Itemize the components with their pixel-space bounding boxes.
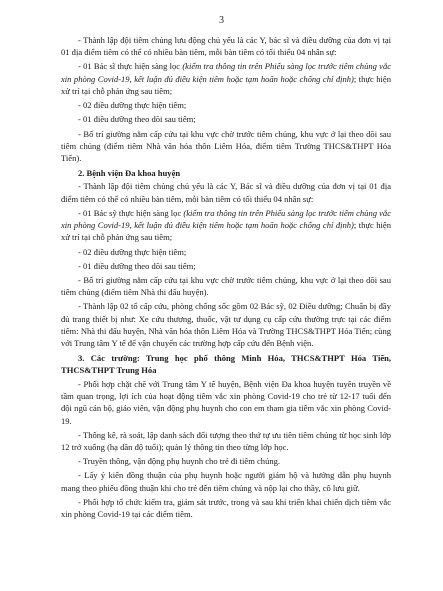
paragraph-italic-text: (kiểm tra thông tin trên Phiếu sàng lọc trước tiêm chủng vắc xin phòng Covid-19, kết luận đủ điều kiện tiêm hoặc tạm hoãn hoặc chống chỉ định) bbox=[61, 61, 392, 84]
paragraph-text: - 01 Bác sĩ thực hiện sàng lọc bbox=[78, 61, 183, 72]
paragraph: - Thành lập 02 tổ cấp cứu, phòng chống sốc gồm 02 Bác sỹ, 02 Điều dưỡng; Chuẩn bị đầy đủ trang thiết bị như: Xe cứu thương, thuốc, vật tư dụng cụ cấp cứu thường trực tại các điểm tiêm: Nhà thi đấu huyện, Nhà văn hóa thôn Liêm Hóa và Trường THCS&THPT Hóa Tiến; cùng với Trung tâm Y tế để vận chuyển các trường hợp cấp cứu đến Bệnh viện. bbox=[61, 301, 391, 349]
paragraph: - Phối hợp tổ chức kiểm tra, giám sát trước, trong và sau khi triển khai chiến dịch tiêm vắc xin phòng Covid-19 tại các điểm tiêm. bbox=[61, 496, 391, 520]
section-heading: 2. Bệnh viện Đa khoa huyện bbox=[78, 167, 181, 178]
paragraph: - Bố trí giường nằm cấp cứu tại khu vực chờ trước tiêm chủng, khu vực ở lại theo dõi sau tiêm chủng (điểm tiêm Nhà thi đấu huyện). bbox=[61, 274, 391, 298]
paragraph-text: ; thực hiện xử trí tại chỗ phản ứng sau tiêm; bbox=[61, 73, 392, 97]
paragraph: - Phối hợp chặt chẽ với Trung tâm Y tế huyện, Bệnh viện Đa khoa huyện tuyên truyền về tầm quan trọng, lợi ích của hoạt động tiêm vắc xin phòng Covid-19 cho trẻ từ 12-17 tuổi đến đội ngũ cán bộ, giáo viên, vận động phụ huynh cho con em tham gia tiêm vắc xin phòng Covid-19. bbox=[61, 378, 391, 426]
page-number: 3 bbox=[219, 15, 224, 26]
paragraph: - Thành lập đội tiêm chủng chủ yếu là các Y, Bác sĩ và điều dưỡng của đơn vị tại 01 địa điểm tiêm có thể có nhiều bàn tiêm, mỗi bàn tiêm có tối thiểu 04 nhân sự: bbox=[61, 181, 391, 204]
paragraph: - Thống kê, rà soát, lập danh sách đối tượng theo thứ tự ưu tiên tiêm chủng từ học sinh lớp 12 trở xuống (hạ dần độ tuổi); quản lý thông tin theo từng lớp học. bbox=[61, 429, 391, 453]
paragraph bbox=[61, 60, 391, 97]
paragraph bbox=[61, 207, 391, 244]
paragraph: - Lấy ý kiến đồng thuận của phụ huynh hoặc người giám hộ và hướng dẫn phụ huynh mang theo phiếu đồng thuận khi cho trẻ đến tiêm chủng và nộp lại cho thầy, cô lưu giữ. bbox=[61, 470, 391, 493]
section-heading: 3. Các trường: Trung học phổ thông Minh Hóa, THCS&THPT Hóa Tiến, THCS&THPT Trung Hóa bbox=[61, 352, 391, 375]
paragraph: - 01 điều dưỡng theo dõi sau tiêm; bbox=[78, 114, 196, 125]
paragraph-text: ; thực hiện xử trí tại chỗ phản ứng sau tiêm; bbox=[61, 220, 392, 243]
paragraph: - 02 điều dưỡng thực hiện tiêm; bbox=[78, 246, 187, 257]
paragraph: - Bố trí giường nằm cấp cứu tại khu vực chờ trước tiêm chủng, khu vực ở lại theo dõi sau tiêm chủng (điểm tiêm Nhà văn hóa thôn Liêm Hóa, điểm tiêm Trường THCS&THPT Hóa Tiến). bbox=[61, 128, 391, 164]
paragraph: - Truyền thông, vận động phụ huynh cho trẻ đi tiêm chủng. bbox=[78, 456, 281, 467]
paragraph: - Thành lập đội tiêm chủng lưu động chủ yếu là các Y, bác sĩ và điều dưỡng của đơn vị tại 01 địa điểm tiêm có thể có nhiều bàn tiêm, mỗi bàn tiêm có tối thiểu 04 nhân sự: bbox=[61, 35, 391, 58]
paragraph: - 01 điều dưỡng theo dõi sau tiêm; bbox=[78, 260, 196, 271]
paragraph: - 02 điều dưỡng thực hiện tiêm; bbox=[78, 100, 187, 111]
document-body bbox=[61, 34, 391, 522]
paragraph-italic-text: (kiểm tra thông tin trên Phiếu sàng lọc trước tiêm chủng vắc xin phòng Covid-19, kết luận đủ điều kiện tiêm hoặc tạm hoãn hoặc chống chỉ định) bbox=[61, 207, 391, 231]
paragraph-text: - 01 Bác sỹ thực hiện sàng lọc bbox=[78, 207, 184, 218]
